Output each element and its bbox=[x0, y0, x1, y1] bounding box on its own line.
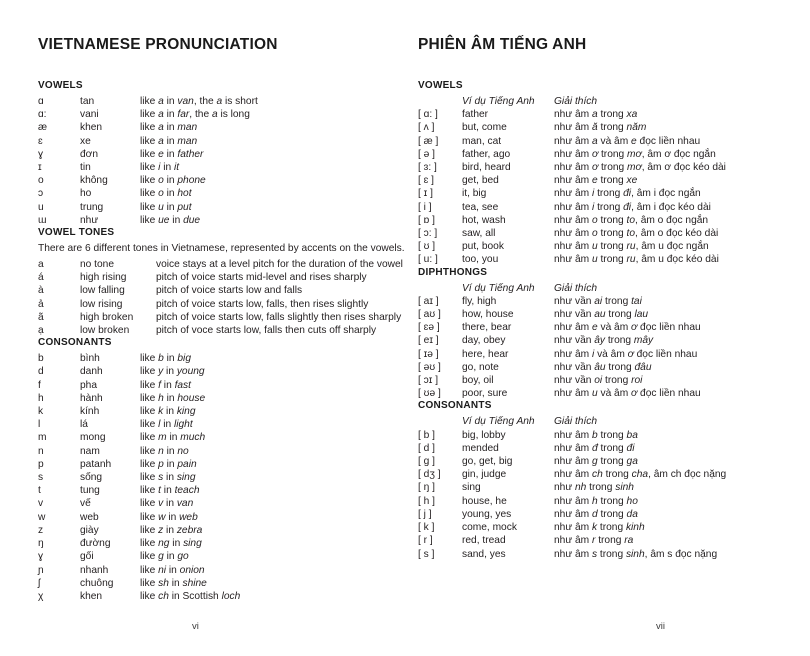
description: like z in zebra bbox=[140, 524, 203, 536]
vietnamese-example: ho bbox=[80, 188, 92, 200]
english-example: there, bear bbox=[462, 322, 512, 334]
table-row bbox=[38, 445, 380, 458]
table-row bbox=[418, 521, 804, 534]
ipa-symbol: b bbox=[38, 353, 44, 365]
example-column-header: Ví dụ Tiếng Anh bbox=[462, 96, 535, 107]
tone-description: pitch of voice starts mid-level and rises sharply bbox=[156, 272, 367, 284]
left-consonants-heading: CONSONANTS bbox=[38, 337, 112, 349]
vietnamese-example: kính bbox=[80, 406, 100, 418]
table-row bbox=[418, 334, 804, 347]
english-example: too, you bbox=[462, 254, 499, 266]
table-row bbox=[38, 431, 380, 444]
description: like w in web bbox=[140, 511, 198, 523]
description: like ue in due bbox=[140, 214, 201, 226]
vowel-tones-heading: VOWEL TONES bbox=[38, 227, 115, 239]
table-header-row bbox=[418, 282, 804, 295]
vietnamese-explanation: như âm s trong sinh, âm s đọc nặng bbox=[554, 548, 718, 560]
ipa-symbol: ɑ bbox=[38, 96, 44, 107]
table-row bbox=[418, 295, 804, 308]
ipa-symbol: [ ŋ ] bbox=[418, 482, 435, 494]
table-row bbox=[418, 174, 804, 187]
table-row bbox=[418, 214, 804, 227]
vietnamese-explanation: như âm k trong kinh bbox=[554, 522, 645, 534]
table-row bbox=[418, 348, 804, 361]
table-row bbox=[418, 201, 804, 214]
ipa-symbol: [ ɪə ] bbox=[418, 348, 439, 360]
left-vowels-table bbox=[38, 95, 380, 227]
ipa-symbol: v bbox=[38, 498, 44, 510]
ipa-symbol: [ aɪ ] bbox=[418, 295, 439, 307]
ipa-symbol: [ ɑ: ] bbox=[418, 109, 438, 121]
vietnamese-explanation: như vần ai trong tai bbox=[554, 295, 642, 307]
vietnamese-example: sống bbox=[80, 472, 103, 484]
tone-symbol: ả bbox=[38, 298, 44, 310]
ipa-symbol: u bbox=[38, 201, 44, 213]
vowel-tones-table bbox=[38, 258, 406, 337]
table-row bbox=[418, 240, 804, 253]
table-header-row bbox=[418, 415, 804, 428]
tone-description: pitch of voice starts low and falls bbox=[156, 285, 303, 297]
table-row bbox=[38, 324, 406, 337]
description: like v in van bbox=[140, 498, 194, 510]
vietnamese-example: vế bbox=[80, 498, 91, 510]
right-vowels-heading: VOWELS bbox=[418, 80, 463, 91]
ipa-symbol: ʃ bbox=[38, 577, 41, 589]
table-row bbox=[38, 418, 380, 431]
table-row bbox=[38, 392, 380, 405]
english-example: red, tread bbox=[462, 535, 506, 547]
table-row bbox=[418, 374, 804, 387]
vietnamese-explanation: như âm u và âm ơ đọc liền nhau bbox=[554, 388, 701, 400]
vietnamese-explanation: như âm e và âm ơ đọc liền nhau bbox=[554, 322, 701, 334]
description: like u in put bbox=[140, 201, 192, 213]
table-row bbox=[38, 379, 380, 392]
table-row bbox=[38, 201, 380, 214]
table-row bbox=[38, 284, 406, 297]
table-row bbox=[38, 484, 380, 497]
vietnamese-explanation: như âm a trong xa bbox=[554, 109, 638, 121]
table-row bbox=[418, 148, 804, 161]
example-column-header: Ví dụ Tiếng Anh bbox=[462, 282, 535, 294]
vietnamese-explanation: như âm ơ trong mơ, âm ơ đọc ngắn bbox=[554, 148, 716, 160]
explanation-column-header: Giải thích bbox=[554, 416, 598, 428]
description: like g in go bbox=[140, 551, 189, 563]
ipa-symbol: ɣ bbox=[38, 551, 44, 563]
table-row bbox=[38, 511, 380, 524]
tone-description: voice stays at a level pitch for the duration of the vowel bbox=[156, 259, 403, 271]
description: like f in fast bbox=[140, 379, 191, 391]
vietnamese-explanation: như âm u trong ru, âm u đọc ngắn bbox=[554, 241, 709, 253]
table-row bbox=[38, 497, 380, 510]
tone-description: pitch of voice starts low, falls slightly then rises sharply bbox=[156, 311, 402, 323]
description: like t in teach bbox=[140, 485, 200, 497]
right-page bbox=[410, 0, 810, 656]
table-row bbox=[38, 458, 380, 471]
ipa-symbol: [ ʌ ] bbox=[418, 122, 435, 134]
ipa-symbol: [ u: ] bbox=[418, 254, 438, 266]
english-example: sing bbox=[462, 482, 481, 494]
ipa-symbol: [ əʊ ] bbox=[418, 361, 441, 373]
ipa-symbol: d bbox=[38, 366, 44, 378]
table-row bbox=[38, 95, 380, 108]
tone-description: pitch of voice starts low, falls, then rises slightly bbox=[156, 298, 369, 310]
ipa-symbol: [ ɔ: ] bbox=[418, 228, 438, 240]
vietnamese-example: web bbox=[80, 511, 99, 523]
explanation-column-header: Giải thích bbox=[554, 282, 598, 294]
table-row bbox=[418, 481, 804, 494]
description: like a in man bbox=[140, 122, 198, 134]
ipa-symbol: [ k ] bbox=[418, 522, 435, 534]
vietnamese-example: chuông bbox=[80, 577, 114, 589]
vietnamese-example: pha bbox=[80, 379, 97, 391]
table-row bbox=[38, 590, 380, 603]
description: like i in it bbox=[140, 162, 180, 174]
description: like ni in onion bbox=[140, 564, 205, 576]
ipa-symbol: h bbox=[38, 392, 44, 404]
english-example: young, yes bbox=[462, 508, 512, 520]
description: like s in sing bbox=[140, 472, 196, 484]
description: like h in house bbox=[140, 392, 206, 404]
tone-name: high broken bbox=[80, 311, 134, 323]
table-row bbox=[418, 253, 804, 266]
table-row bbox=[418, 442, 804, 455]
vietnamese-example: khen bbox=[80, 590, 103, 602]
table-row bbox=[38, 365, 380, 378]
description: like m in much bbox=[140, 432, 206, 444]
ipa-symbol: χ bbox=[38, 590, 44, 602]
vietnamese-example: patanh bbox=[80, 458, 112, 470]
example-column-header: Ví dụ Tiếng Anh bbox=[462, 416, 535, 428]
description: like a in far, the a is long bbox=[140, 109, 250, 121]
vietnamese-explanation: như nh trong sinh bbox=[554, 482, 634, 494]
ipa-symbol: o bbox=[38, 175, 44, 187]
vietnamese-explanation: như âm đ trong đi bbox=[554, 442, 635, 454]
english-example: house, he bbox=[462, 495, 507, 507]
right-page-title: PHIÊN ÂM TIẾNG ANH bbox=[418, 36, 587, 53]
english-example: hot, wash bbox=[462, 214, 506, 226]
english-example: father, ago bbox=[462, 148, 511, 160]
description: like ch in Scottish loch bbox=[140, 590, 241, 602]
table-row bbox=[418, 429, 804, 442]
ipa-symbol: k bbox=[38, 406, 44, 418]
table-row bbox=[38, 471, 380, 484]
english-example: sand, yes bbox=[462, 548, 506, 560]
left-consonants-table bbox=[38, 352, 380, 603]
tone-description: pitch of voce starts low, falls then cuts off sharply bbox=[156, 325, 377, 337]
vietnamese-explanation: như âm h trong ho bbox=[554, 495, 638, 507]
vietnamese-example: bình bbox=[80, 353, 100, 365]
description: like o in hot bbox=[140, 188, 192, 200]
table-row bbox=[38, 148, 380, 161]
tone-name: low falling bbox=[80, 285, 125, 297]
english-example: go, get, big bbox=[462, 456, 513, 468]
table-row bbox=[418, 455, 804, 468]
ipa-symbol: ɑ: bbox=[38, 109, 47, 121]
table-row bbox=[418, 548, 804, 561]
english-example: here, hear bbox=[462, 348, 509, 360]
tone-name: low broken bbox=[80, 325, 130, 337]
ipa-symbol: æ bbox=[38, 122, 48, 134]
english-example: put, book bbox=[462, 241, 504, 253]
vietnamese-explanation: như âm i trong đi, âm i đọc ngắn bbox=[554, 188, 701, 200]
ipa-symbol: [ dʒ ] bbox=[418, 469, 441, 481]
ipa-symbol: [ j ] bbox=[418, 508, 432, 520]
english-example: mended bbox=[462, 442, 499, 454]
table-row bbox=[38, 135, 380, 148]
vietnamese-example: khen bbox=[80, 122, 103, 134]
ipa-symbol-header bbox=[418, 282, 462, 295]
description: like ng in sing bbox=[140, 538, 202, 550]
table-header-row bbox=[418, 95, 804, 108]
diphthongs-heading: DIPHTHONGS bbox=[418, 266, 488, 278]
description: like sh in shine bbox=[140, 577, 207, 589]
table-row bbox=[38, 174, 380, 187]
tone-symbol: á bbox=[38, 272, 44, 284]
table-row bbox=[418, 534, 804, 547]
english-example: get, bed bbox=[462, 175, 499, 187]
right-page-number: vii bbox=[656, 621, 665, 632]
vietnamese-example: xe bbox=[80, 135, 91, 147]
vietnamese-example: giày bbox=[80, 524, 99, 536]
english-example: go, note bbox=[462, 361, 499, 373]
left-page-title: VIETNAMESE PRONUNCIATION bbox=[38, 36, 278, 53]
ipa-symbol: [ ɛə ] bbox=[418, 322, 440, 334]
ipa-symbol: [ ɪ ] bbox=[418, 188, 433, 200]
table-row bbox=[418, 108, 804, 121]
ipa-symbol: [ eɪ ] bbox=[418, 335, 439, 347]
english-example: bird, heard bbox=[462, 162, 511, 174]
tone-symbol: a bbox=[38, 259, 44, 271]
ipa-symbol: [ h ] bbox=[418, 495, 435, 507]
table-row bbox=[418, 495, 804, 508]
table-row bbox=[418, 121, 804, 134]
ipa-symbol: [ ɔɪ ] bbox=[418, 375, 439, 387]
ipa-symbol: [ ɜ: ] bbox=[418, 162, 437, 174]
tone-name: no tone bbox=[80, 259, 114, 271]
description: like b in big bbox=[140, 353, 191, 365]
table-row bbox=[38, 352, 380, 365]
vietnamese-explanation: như vần oi trong roi bbox=[554, 375, 643, 387]
vietnamese-example: tung bbox=[80, 485, 100, 497]
vietnamese-example: đơn bbox=[80, 148, 99, 160]
ipa-symbol: [ ɒ ] bbox=[418, 214, 435, 226]
table-row bbox=[38, 108, 380, 121]
english-example: how, house bbox=[462, 309, 514, 321]
vietnamese-explanation: như âm ch trong cha, âm ch đọc nặng bbox=[554, 469, 727, 481]
tone-symbol: ạ bbox=[38, 325, 44, 337]
table-row bbox=[418, 227, 804, 240]
ipa-symbol: [ d ] bbox=[418, 442, 435, 454]
english-example: boy, oil bbox=[462, 375, 494, 387]
table-row bbox=[38, 311, 406, 324]
tone-name: low rising bbox=[80, 298, 123, 310]
ipa-symbol: ɪ bbox=[38, 162, 42, 174]
table-row bbox=[38, 187, 380, 200]
vietnamese-explanation: như âm r trong ra bbox=[554, 535, 634, 547]
ipa-symbol: [ ʊə ] bbox=[418, 388, 441, 400]
vietnamese-example: hành bbox=[80, 392, 103, 404]
description: like k in king bbox=[140, 406, 196, 418]
ipa-symbol: [ ʊ ] bbox=[418, 241, 436, 253]
vietnamese-explanation: như vần au trong lau bbox=[554, 309, 649, 321]
english-example: it, big bbox=[462, 188, 487, 200]
table-row bbox=[418, 387, 804, 400]
table-row bbox=[418, 187, 804, 200]
right-consonants-heading: CONSONANTS bbox=[418, 400, 492, 412]
vietnamese-explanation: như âm e trong xe bbox=[554, 175, 638, 187]
ipa-symbol-header bbox=[418, 95, 462, 108]
english-example: tea, see bbox=[462, 201, 499, 213]
vietnamese-explanation: như âm ơ trong mơ, âm ơ đọc kéo dài bbox=[554, 162, 726, 174]
description: like p in pain bbox=[140, 458, 197, 470]
table-row bbox=[418, 161, 804, 174]
ipa-symbol: m bbox=[38, 432, 47, 444]
ipa-symbol: z bbox=[38, 524, 44, 536]
english-example: gin, judge bbox=[462, 469, 507, 481]
table-row bbox=[38, 271, 406, 284]
description: like a in man bbox=[140, 135, 198, 147]
vietnamese-explanation: như âm i và âm ơ đọc liền nhau bbox=[554, 348, 698, 360]
vietnamese-example: trung bbox=[80, 201, 104, 213]
english-example: poor, sure bbox=[462, 388, 508, 400]
ipa-symbol: ɲ bbox=[38, 564, 44, 576]
description: like y in young bbox=[140, 366, 205, 378]
vietnamese-explanation: như âm a và âm e đọc liền nhau bbox=[554, 135, 701, 147]
ipa-symbol: [ g ] bbox=[418, 456, 435, 468]
vietnamese-example: mong bbox=[80, 432, 106, 444]
ipa-symbol: [ r ] bbox=[418, 535, 433, 547]
english-example: saw, all bbox=[462, 228, 496, 240]
ipa-symbol: [ aʊ ] bbox=[418, 309, 441, 321]
diphthongs-table bbox=[418, 282, 804, 401]
ipa-symbol: ɛ bbox=[38, 135, 43, 147]
english-example: fly, high bbox=[462, 295, 497, 307]
ipa-symbol: [ b ] bbox=[418, 429, 435, 441]
vietnamese-example: như bbox=[80, 214, 99, 226]
table-row bbox=[38, 161, 380, 174]
table-row bbox=[418, 308, 804, 321]
description: like e in father bbox=[140, 148, 204, 160]
tone-symbol: ã bbox=[38, 311, 44, 323]
vietnamese-explanation: như âm g trong ga bbox=[554, 456, 638, 468]
ipa-symbol-header bbox=[418, 415, 462, 428]
english-example: come, mock bbox=[462, 522, 517, 534]
ipa-symbol: ŋ bbox=[38, 538, 44, 550]
vietnamese-explanation: như âm d trong da bbox=[554, 508, 638, 520]
ipa-symbol: [ ə ] bbox=[418, 148, 435, 160]
ipa-symbol: l bbox=[38, 419, 41, 431]
vietnamese-example: nhanh bbox=[80, 564, 109, 576]
table-row bbox=[418, 321, 804, 334]
tone-name: high rising bbox=[80, 272, 127, 284]
table-row bbox=[38, 258, 406, 271]
ipa-symbol: t bbox=[38, 485, 41, 497]
ipa-symbol: ɔ bbox=[38, 188, 44, 200]
description: like o in phone bbox=[140, 175, 206, 187]
vietnamese-explanation: như âm ă trong năm bbox=[554, 122, 647, 134]
vietnamese-example: danh bbox=[80, 366, 103, 378]
english-example: big, lobby bbox=[462, 429, 506, 441]
vietnamese-example: nam bbox=[80, 445, 100, 457]
ipa-symbol: w bbox=[38, 511, 46, 523]
table-row bbox=[38, 214, 380, 227]
ipa-symbol: p bbox=[38, 458, 44, 470]
vowel-tones-intro: There are 6 different tones in Vietnamese, represented by accents on the vowels. bbox=[38, 243, 405, 255]
vietnamese-example: lá bbox=[80, 419, 88, 431]
english-example: but, come bbox=[462, 122, 507, 134]
table-row bbox=[418, 361, 804, 374]
description: like a in van, the a is short bbox=[140, 96, 258, 107]
ipa-symbol: ɯ bbox=[38, 214, 47, 226]
table-row bbox=[418, 468, 804, 481]
left-vowels-heading: VOWELS bbox=[38, 80, 83, 91]
description: like l in light bbox=[140, 419, 193, 431]
table-row bbox=[418, 508, 804, 521]
table-row bbox=[38, 405, 380, 418]
right-consonants-table bbox=[418, 415, 804, 560]
vietnamese-explanation: như âm o trong to, âm o đọc ngắn bbox=[554, 214, 709, 226]
table-row bbox=[38, 550, 380, 563]
ipa-symbol: s bbox=[38, 472, 44, 484]
right-vowels-table bbox=[418, 95, 804, 267]
vietnamese-example: tin bbox=[80, 162, 91, 174]
vietnamese-example: tan bbox=[80, 96, 95, 107]
vietnamese-explanation: như âm o trong to, âm o đọc kéo dài bbox=[554, 228, 719, 240]
ipa-symbol: [ s ] bbox=[418, 548, 435, 560]
vietnamese-explanation: như vần âu trong đâu bbox=[554, 361, 652, 373]
ipa-symbol: [ æ ] bbox=[418, 135, 439, 147]
english-example: father bbox=[462, 109, 489, 121]
table-row bbox=[38, 537, 380, 550]
vietnamese-explanation: như âm i trong đi, âm i đọc kéo dài bbox=[554, 201, 711, 213]
left-page-number: vi bbox=[192, 621, 199, 632]
description: like n in no bbox=[140, 445, 189, 457]
ipa-symbol: [ i ] bbox=[418, 201, 432, 213]
explanation-column-header: Giải thích bbox=[554, 96, 598, 107]
vietnamese-explanation: như âm b trong ba bbox=[554, 429, 638, 441]
english-example: man, cat bbox=[462, 135, 502, 147]
tone-symbol: à bbox=[38, 285, 44, 297]
vietnamese-example: không bbox=[80, 175, 108, 187]
table-row bbox=[38, 564, 380, 577]
ipa-symbol: [ ɛ ] bbox=[418, 175, 434, 187]
vietnamese-explanation: như âm u trong ru, âm u đọc kéo dài bbox=[554, 254, 719, 266]
ipa-symbol: f bbox=[38, 379, 41, 391]
vietnamese-example: vani bbox=[80, 109, 99, 121]
vietnamese-explanation: như vần ây trong mây bbox=[554, 335, 654, 347]
table-row bbox=[38, 577, 380, 590]
table-row bbox=[38, 298, 406, 311]
ipa-symbol: n bbox=[38, 445, 44, 457]
table-row bbox=[38, 524, 380, 537]
table-row bbox=[38, 121, 380, 134]
english-example: day, obey bbox=[462, 335, 506, 347]
table-row bbox=[418, 135, 804, 148]
ipa-symbol: ɣ bbox=[38, 148, 44, 160]
vietnamese-example: gối bbox=[80, 551, 94, 563]
vietnamese-example: đường bbox=[80, 538, 111, 550]
